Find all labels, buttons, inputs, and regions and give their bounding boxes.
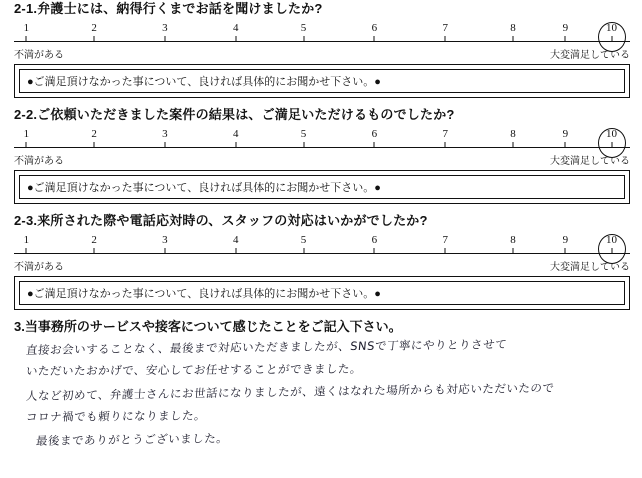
rating-scale-2-2[interactable] — [14, 128, 630, 168]
scale-right-label: 大変満足している — [550, 50, 630, 61]
scale-numbers — [14, 22, 630, 35]
scale-right-label: 大変満足している — [550, 262, 630, 273]
free-text-title: 3.当事務所のサービスや接客について感じたことをご記入下さい。 — [14, 319, 402, 334]
scale-tick-label-7[interactable]: 7 — [442, 128, 448, 140]
scale-tick-label-5[interactable]: 5 — [300, 22, 307, 34]
scale-tick-label-1[interactable]: 1 — [23, 128, 30, 140]
scale-tick-label-9[interactable]: 9 — [562, 22, 569, 34]
scale-tick-label-8[interactable]: 8 — [510, 22, 516, 34]
scale-tick-label-7[interactable]: 7 — [442, 22, 448, 34]
free-text-section — [0, 318, 642, 452]
scale-line — [14, 253, 630, 254]
scale-tick-label-3[interactable]: 3 — [162, 22, 168, 34]
question-title-2-2: 2-2.ご依頼いただきました案件の結果は、ご満足いただけるものでしたか? — [14, 107, 455, 122]
scale-tick-label-5[interactable]: 5 — [300, 234, 307, 246]
comment-box-2-1[interactable] — [14, 64, 630, 98]
scale-tick-label-9[interactable]: 9 — [562, 234, 569, 246]
handwritten-response[interactable] — [25, 337, 630, 452]
scale-tick-label-6[interactable]: 6 — [371, 128, 378, 140]
scale-tick-label-7[interactable]: 7 — [442, 234, 448, 246]
scale-left-label: 不満がある — [14, 50, 64, 61]
question-title-2-1: 2-1.弁護士には、納得行くまでお話を聞けましたか? — [14, 1, 323, 16]
handwritten-line-3: 人など初めて、弁護士さんにお世話になりましたが、遠くはなれた場所からも対応いただいたので — [25, 380, 555, 403]
comment-box-2-2[interactable] — [14, 170, 630, 204]
scale-tick-label-10[interactable]: 10 — [606, 234, 618, 246]
scale-tick-label-1[interactable]: 1 — [23, 234, 30, 246]
scale-tick-label-8[interactable]: 8 — [510, 234, 516, 246]
scale-left-label: 不満がある — [14, 156, 64, 167]
scale-tick-label-2[interactable]: 2 — [91, 234, 97, 246]
question-block-2-2 — [0, 106, 642, 204]
scale-tick-label-3[interactable]: 3 — [162, 234, 168, 246]
rating-scale-2-1[interactable] — [14, 22, 630, 62]
rating-scale-2-3[interactable] — [14, 234, 630, 274]
scale-left-label: 不満がある — [14, 262, 64, 273]
scale-tick-label-6[interactable]: 6 — [371, 234, 378, 246]
scale-tick-label-8[interactable]: 8 — [510, 128, 516, 140]
comment-prompt-2-1: ●ご満足頂けなかった事について、良ければ具体的にお聞かせ下さい。● — [27, 76, 381, 88]
scale-tick-label-10[interactable]: 10 — [606, 128, 618, 140]
scale-right-label: 大変満足している — [550, 156, 630, 167]
question-block-2-1 — [0, 0, 642, 98]
scale-tick-label-2[interactable]: 2 — [91, 128, 97, 140]
scale-tick-label-10[interactable]: 10 — [606, 22, 618, 34]
handwritten-line-5: 最後までありがとうございました。 — [35, 431, 229, 448]
scale-numbers — [14, 234, 630, 247]
scale-tick-label-1[interactable]: 1 — [23, 22, 30, 34]
comment-prompt-2-2: ●ご満足頂けなかった事について、良ければ具体的にお聞かせ下さい。● — [27, 182, 381, 194]
handwritten-line-2: いただいたおかげで、安心してお任せすることができました。 — [25, 361, 363, 378]
comment-box-2-3[interactable] — [14, 276, 630, 310]
scale-tick-label-9[interactable]: 9 — [562, 128, 569, 140]
scale-numbers — [14, 128, 630, 141]
scale-tick-label-4[interactable]: 4 — [233, 22, 239, 34]
comment-prompt-2-3: ●ご満足頂けなかった事について、良ければ具体的にお聞かせ下さい。● — [27, 288, 381, 300]
handwritten-line-4: コロナ禍でも頼りになりました。 — [25, 408, 207, 424]
scale-tick-label-4[interactable]: 4 — [233, 128, 239, 140]
scale-tick-label-5[interactable]: 5 — [300, 128, 307, 140]
question-title-2-3: 2-3.来所された際や電話応対時の、スタッフの対応はいかがでしたか? — [14, 213, 428, 228]
scale-tick-label-3[interactable]: 3 — [162, 128, 168, 140]
scale-tick-label-6[interactable]: 6 — [371, 22, 378, 34]
scale-tick-label-2[interactable]: 2 — [91, 22, 97, 34]
scale-line — [14, 147, 630, 148]
scale-line — [14, 41, 630, 42]
scale-tick-label-4[interactable]: 4 — [233, 234, 239, 246]
question-block-2-3 — [0, 212, 642, 310]
handwritten-line-1: 直接お会いすることなく、最後まで対応いただきましたが、SNSで丁寧にやりとりさせて — [25, 337, 508, 357]
